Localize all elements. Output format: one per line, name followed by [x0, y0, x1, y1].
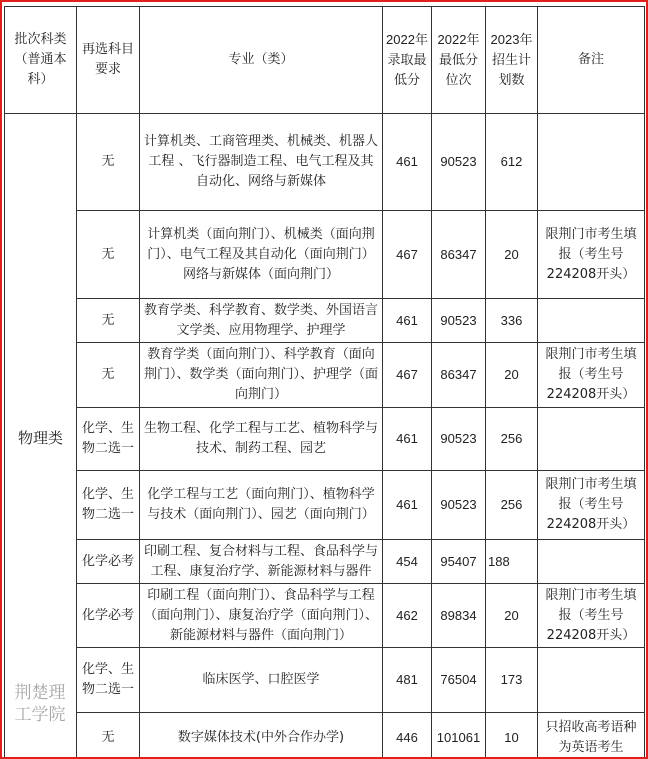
plan-cell: 612	[486, 114, 538, 211]
header-requirement: 再选科目要求	[77, 7, 140, 114]
plan-cell: 173	[486, 648, 538, 713]
major-cell: 计算机类、工商管理类、机械类、机器人工程 、飞行器制造工程、电气工程及其自动化、网络与新媒体	[140, 114, 383, 211]
header-batch: 批次科类（普通本科）	[5, 7, 77, 114]
major-cell: 数字媒体技术(中外合作办学)	[140, 713, 383, 759]
rank-cell: 86347	[432, 211, 486, 299]
table-row	[5, 648, 645, 713]
major-cell: 计算机类（面向荆门）、机械类（面向荆门）、电气工程及其自动化（面向荆门）网络与新媒体（面向荆门）	[140, 211, 383, 299]
plan-cell: 336	[486, 299, 538, 343]
plan-cell: 20	[486, 211, 538, 299]
header-plan: 2023年招生计划数	[486, 7, 538, 114]
table-row	[5, 471, 645, 540]
plan-cell: 20	[486, 584, 538, 648]
table-row	[5, 540, 645, 584]
score-cell: 467	[383, 343, 432, 408]
rank-cell: 101061	[432, 713, 486, 759]
score-cell: 461	[383, 408, 432, 471]
header-row	[5, 7, 645, 114]
requirement-cell: 无	[77, 713, 140, 759]
header-major: 专业（类）	[140, 7, 383, 114]
score-cell: 467	[383, 211, 432, 299]
table-row	[5, 408, 645, 471]
plan-cell: 256	[486, 408, 538, 471]
plan-cell: 10	[486, 713, 538, 759]
header-min-score: 2022年录取最低分	[383, 7, 432, 114]
table-row	[5, 584, 645, 648]
major-cell: 教育学类、科学教育、数学类、外国语言文学类、应用物理学、护理学	[140, 299, 383, 343]
score-cell: 446	[383, 713, 432, 759]
requirement-cell: 化学、生物二选一	[77, 408, 140, 471]
requirement-cell: 化学必考	[77, 540, 140, 584]
requirement-cell: 无	[77, 299, 140, 343]
rank-cell: 90523	[432, 408, 486, 471]
major-cell: 印刷工程、复合材料与工程、食品科学与工程、康复治疗学、新能源材料与器件	[140, 540, 383, 584]
score-cell: 461	[383, 114, 432, 211]
requirement-cell: 化学、生物二选一	[77, 648, 140, 713]
rank-cell: 90523	[432, 299, 486, 343]
note-cell	[538, 540, 645, 584]
plan-cell: 256	[486, 471, 538, 540]
major-cell: 生物工程、化学工程与工艺、植物科学与技术、制药工程、园艺	[140, 408, 383, 471]
note-cell: 只招收高考语种为英语考生	[538, 713, 645, 759]
rank-cell: 89834	[432, 584, 486, 648]
note-cell	[538, 408, 645, 471]
rank-cell: 95407	[432, 540, 486, 584]
requirement-cell: 无	[77, 343, 140, 408]
table-row	[5, 299, 645, 343]
requirement-cell: 化学、生物二选一	[77, 471, 140, 540]
major-cell: 临床医学、口腔医学	[140, 648, 383, 713]
header-min-rank: 2022年最低分位次	[432, 7, 486, 114]
rank-cell: 86347	[432, 343, 486, 408]
note-cell: 限荆门市考生填报（考生号224208开头）	[538, 211, 645, 299]
major-cell: 化学工程与工艺（面向荆门）、植物科学与技术（面向荆门）、园艺（面向荆门）	[140, 471, 383, 540]
score-cell: 454	[383, 540, 432, 584]
admission-table	[4, 6, 645, 759]
table-row	[5, 343, 645, 408]
score-cell: 462	[383, 584, 432, 648]
requirement-cell: 无	[77, 114, 140, 211]
rank-cell: 90523	[432, 114, 486, 211]
requirement-cell: 化学必考	[77, 584, 140, 648]
note-cell	[538, 648, 645, 713]
note-cell: 限荆门市考生填报（考生号224208开头）	[538, 471, 645, 540]
header-note: 备注	[538, 7, 645, 114]
table-row	[5, 713, 645, 759]
score-cell: 461	[383, 471, 432, 540]
plan-cell: 20	[486, 343, 538, 408]
plan-cell: 188	[486, 540, 538, 584]
rank-cell: 76504	[432, 648, 486, 713]
note-cell	[538, 114, 645, 211]
score-cell: 481	[383, 648, 432, 713]
requirement-cell: 无	[77, 211, 140, 299]
table-row	[5, 211, 645, 299]
score-cell: 461	[383, 299, 432, 343]
major-cell: 教育学类（面向荆门）、科学教育（面向荆门）、数学类（面向荆门）、护理学（面向荆门）	[140, 343, 383, 408]
major-cell: 印刷工程（面向荆门）、食品科学与工程（面向荆门）、康复治疗学（面向荆门）、新能源材料与器件（面向荆门）	[140, 584, 383, 648]
table-row	[5, 114, 645, 211]
note-cell: 限荆门市考生填报（考生号224208开头）	[538, 343, 645, 408]
note-cell: 限荆门市考生填报（考生号224208开头）	[538, 584, 645, 648]
category-cell: 物理类	[5, 114, 77, 759]
watermark: 荆楚理工学院	[14, 683, 66, 725]
rank-cell: 90523	[432, 471, 486, 540]
note-cell	[538, 299, 645, 343]
